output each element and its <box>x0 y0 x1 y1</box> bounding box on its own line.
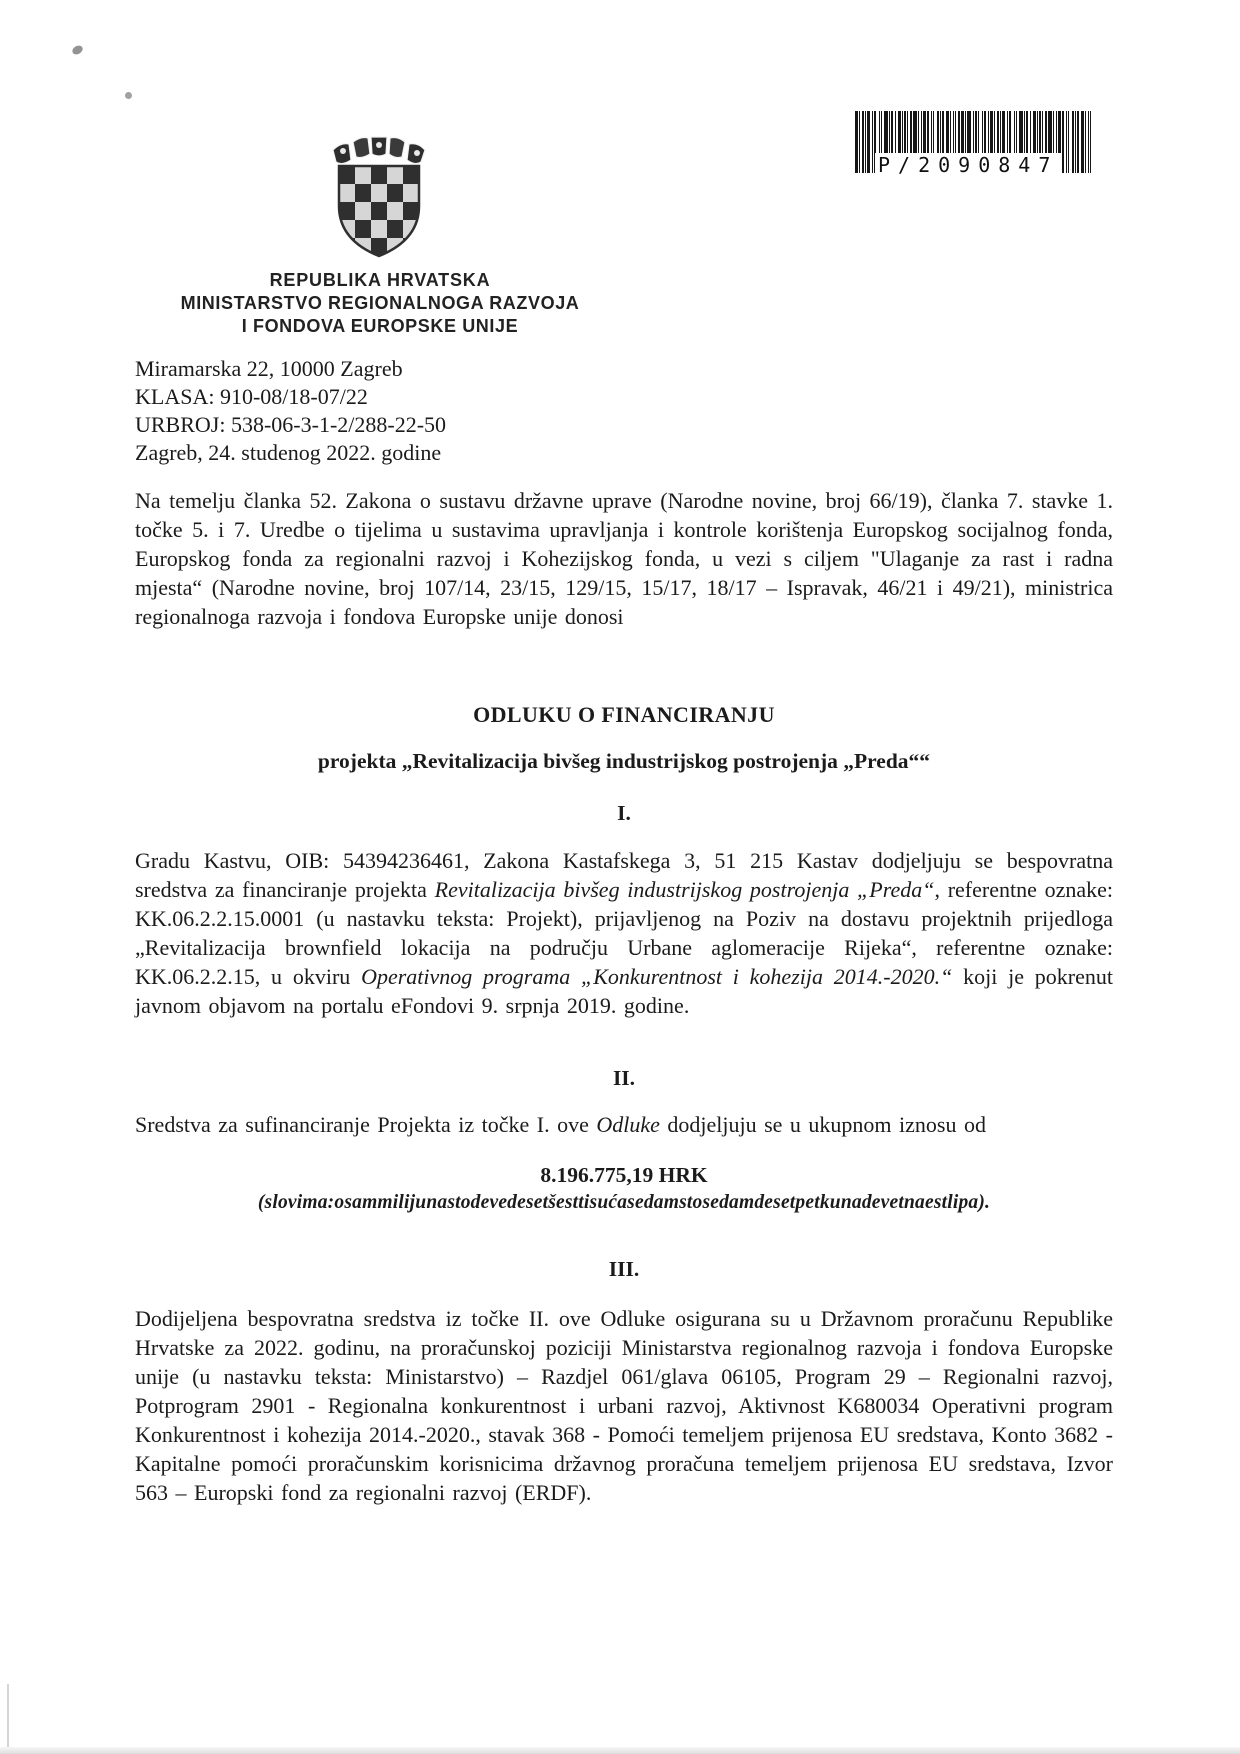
section-i-heading: I. <box>617 801 631 825</box>
barcode-label: P/2090847 <box>875 153 1061 178</box>
ministry-name-line-1: MINISTARSTVO REGIONALNOGA RAZVOJA <box>180 293 580 313</box>
section-ii-heading: II. <box>612 1066 636 1090</box>
section-iii-heading: III. <box>608 1257 640 1281</box>
place-date-line: Zagreb, 24. studenog 2022. godine <box>135 440 442 465</box>
total-amount: 8.196.775,19 HRK <box>540 1163 708 1187</box>
urbroj-line: URBROJ: 538-06-3-1-2/288-22-50 <box>135 412 447 437</box>
amount-in-words: (slovima:osammilijunastodevedesetšesttisućasedamstosedamdesetpetkunadevetnaestlipa). <box>257 1192 991 1213</box>
letterhead <box>95 268 665 338</box>
decision-title: ODLUKU O FINANCIRANJU <box>473 702 775 727</box>
document-meta <box>135 355 446 467</box>
scan-bottom-edge <box>0 1747 1240 1754</box>
decision-subtitle: projekta „Revitalizacija bivšeg industrijskog postrojenja „Preda““ <box>317 749 931 773</box>
address-line: Miramarska 22, 10000 Zagreb <box>135 356 403 381</box>
scan-left-edge <box>7 1684 9 1754</box>
section-ii-intro: Sredstva za sufinanciranje Projekta iz točke I. ove Odluke dodjeljuju se u ukupnom iznosu od <box>135 1112 986 1137</box>
barcode <box>855 111 1091 175</box>
ministry-name-line-2: I FONDOVA EUROPSKE UNIJE <box>241 316 519 336</box>
scan-speck <box>125 92 132 99</box>
country-name: REPUBLIKA HRVATSKA <box>269 270 491 290</box>
scan-speck <box>71 44 85 56</box>
preamble-paragraph: Na temelju članka 52. Zakona o sustavu državne uprave (Narodne novine, broj 66/19), članka 7. stavke 1. točke 5. i 7. Uredbe o tijelima u sustavima upravljanja i kontrole korištenja Europskog socijalnog fonda, Europskog fonda za regionalni razvoj i Kohezijskog fonda, u vezi s ciljem "Ulaganje za rast i radna mjesta“ (Narodne novine, broj 107/14, 23/15, 129/15, 15/17, 18/17 – Ispravak, 46/21 i 49/21), ministrica regionalnoga razvoja i fondova Europske unije donosi <box>135 488 1113 629</box>
section-iii-paragraph: Dodijeljena bespovratna sredstva iz točke II. ove Odluke osigurana su u Državnom proračunu Republike Hrvatske za 2022. godinu, na proračunskoj poziciji Ministarstva regionalnog razvoja i fondova Europske unije (u nastavku teksta: Ministarstvo) – Razdjel 061/glava 06105, Program 29 – Regionalni razvoj, Potprogram 2901 - Regionalna konkurentnost i urbani razvoj, Aktivnost K680034 Operativni program Konkurentnost i kohezija 2014.-2020., stavak 368 - Pomoći temeljem prijenosa EU sredstava, Konto 3682 - Kapitalne pomoći proračunskim korisnicima državnog proračuna temeljem prijenosa EU sredstava, Izvor 563 – Europski fond za regionalni razvoj (ERDF). <box>135 1306 1113 1505</box>
croatian-coat-of-arms-icon <box>331 134 427 262</box>
section-i-paragraph: Gradu Kastvu, OIB: 54394236461, Zakona Kastafskega 3, 51 215 Kastav dodjeljuju se bespovratna sredstva za financiranje projekta Revitalizacija bivšeg industrijskog postrojenja „Preda“, referentne oznake: KK.06.2.2.15.0001 (u nastavku teksta: Projekt), prijavljenog na Poziv na dostavu projektnih prijedloga „Revitalizacija brownfield lokacija na području Urbane aglomeracije Rijeka“, referentne oznake: KK.06.2.2.15, u okviru Operativnog programa „Konkurentnost i kohezija 2014.-2020.“ koji je pokrenut javnom objavom na portalu eFondovi 9. srpnja 2019. godine. <box>135 848 1113 1018</box>
klasa-line: KLASA: 910-08/18-07/22 <box>135 384 368 409</box>
